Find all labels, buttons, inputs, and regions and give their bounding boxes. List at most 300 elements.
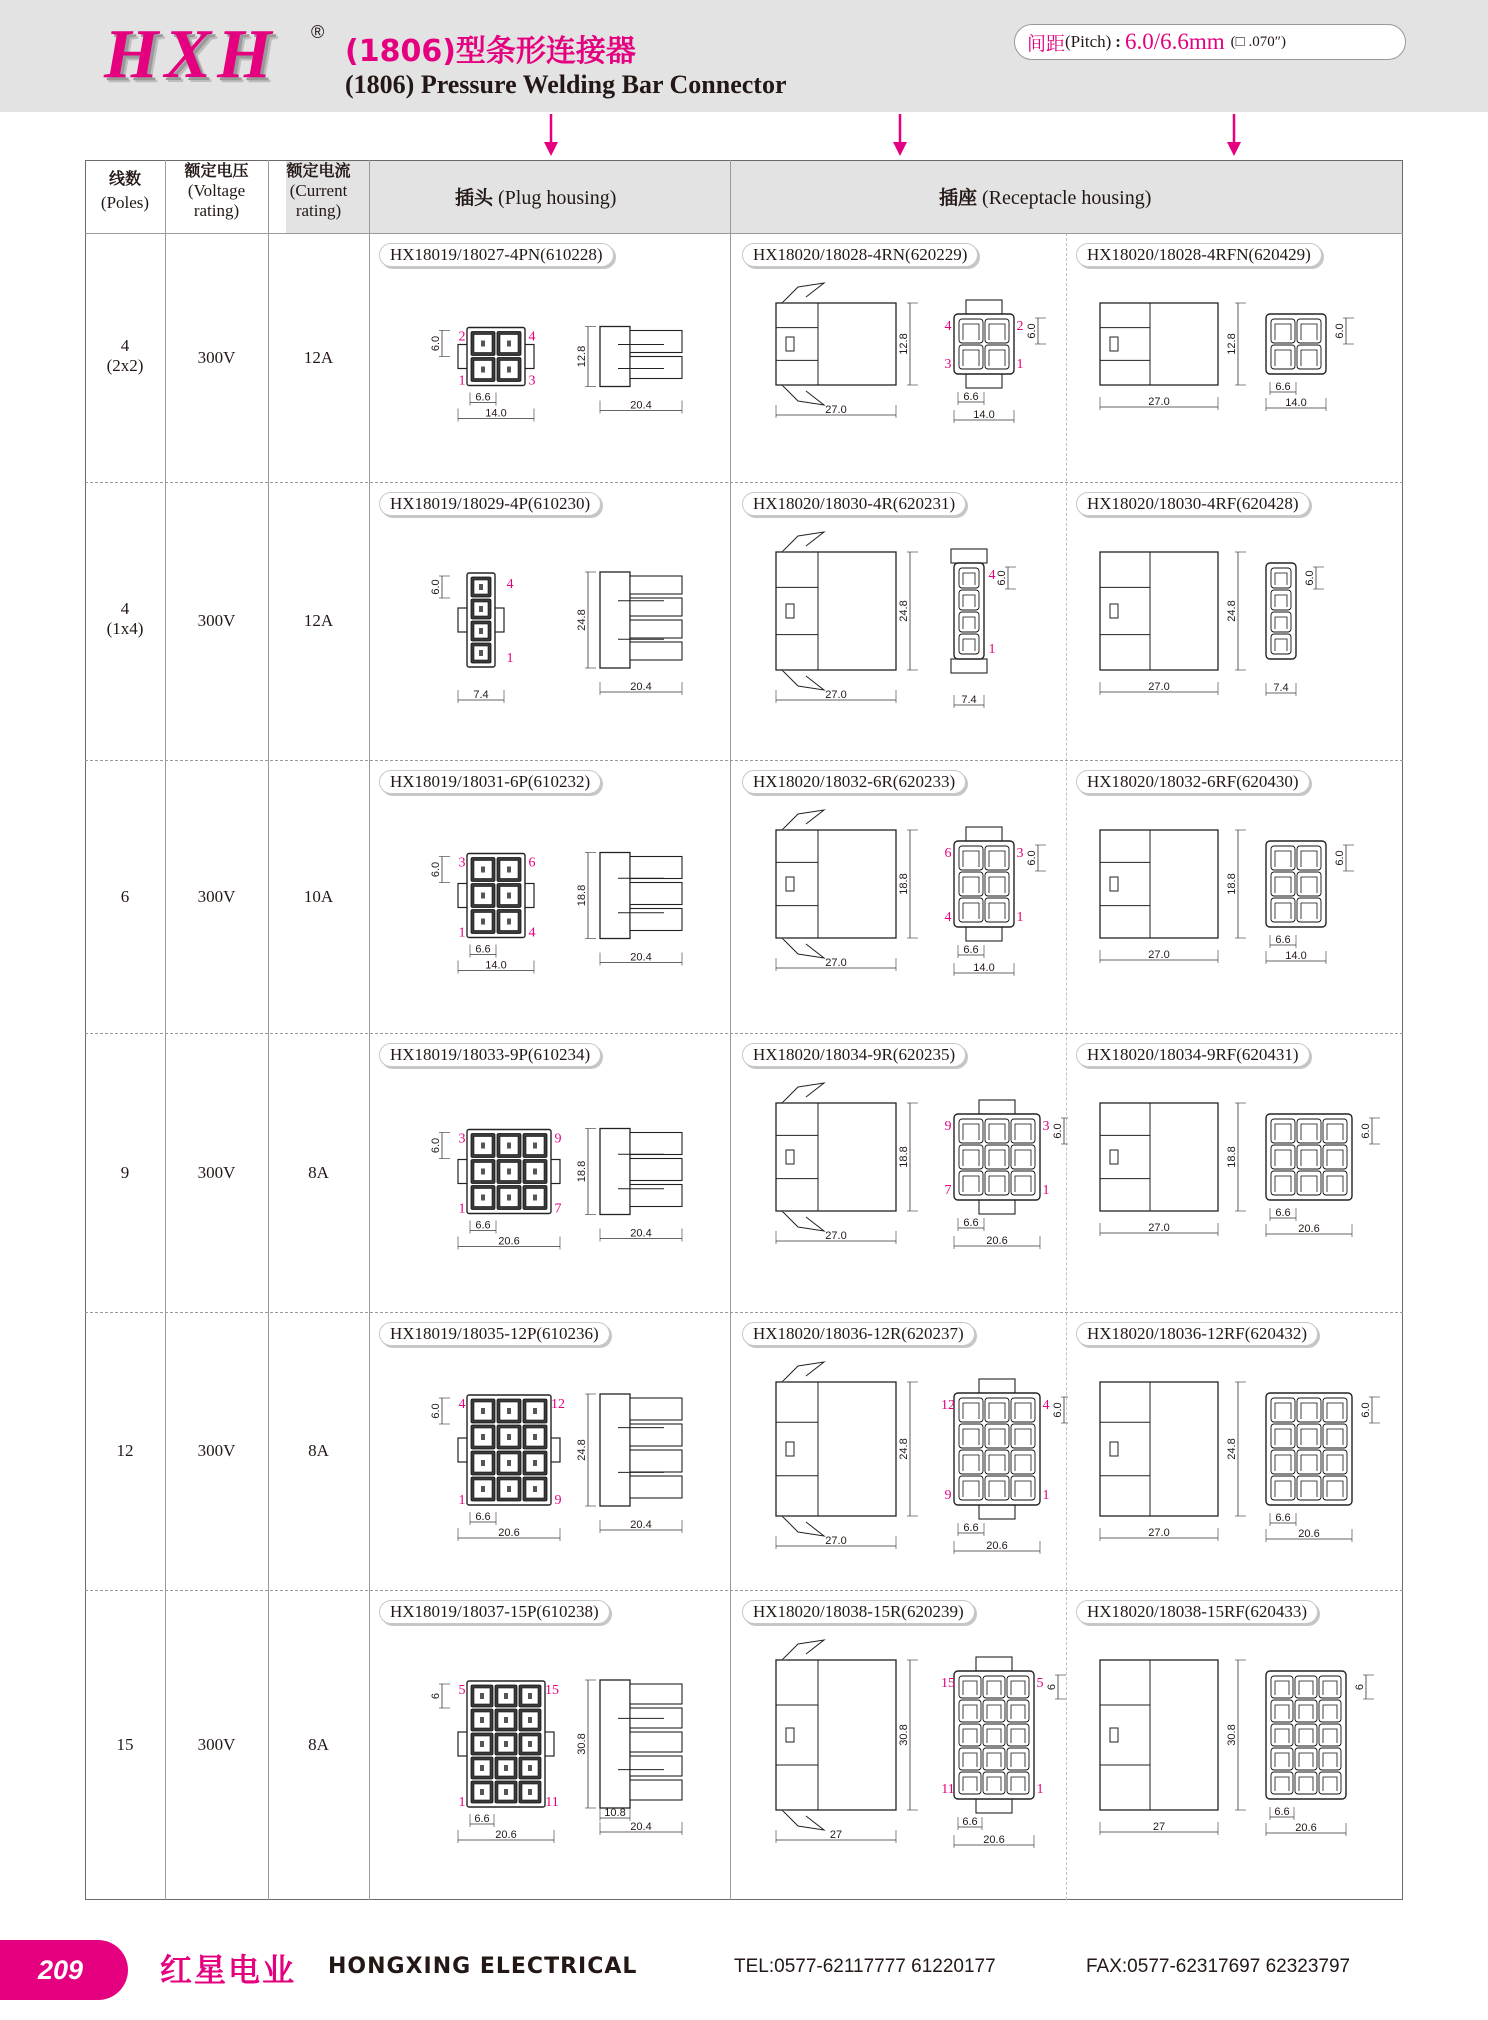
dimension-label: 27.0 [825,1230,847,1242]
socket-cavity [983,1676,1005,1698]
receptacle-alt-part-number: HX18020/18028-4RFN(620429) [1076,243,1322,267]
plug-housing-drawing [380,1356,720,1584]
receptacle-side-view [776,1640,896,1830]
pin-contact [480,1765,484,1771]
socket-cavity [1323,1398,1347,1422]
down-arrow-icon [1226,114,1242,156]
pin-contact [507,867,511,873]
polarizing-tab [979,1379,1015,1393]
plug-drawing-wrap [380,277,720,476]
socket-cavity [1271,319,1295,343]
receptacle-rf-face-view [1266,1393,1352,1505]
pin-contact [504,1741,508,1747]
socket-cavity [1295,1724,1317,1746]
poles-layout: (1x4) [106,619,144,639]
socket-cavity [1297,1398,1321,1422]
socket-cavity [1271,1119,1295,1143]
dimension-label: 6.6 [1275,1207,1291,1219]
socket-cavity [1319,1700,1341,1722]
pin-number: 4 [944,910,952,925]
pin-contact [507,1143,511,1149]
receptacle-drawing-wrap [736,1356,1068,1584]
plug-face-view [467,854,525,938]
receptacle-face-view [954,314,1014,374]
pin-contact [480,1693,484,1699]
pin-contact [481,1460,485,1466]
dimension-label: 6.6 [963,1217,979,1229]
brand-logo: HXH [104,16,278,93]
socket-cavity [1271,1171,1295,1195]
poles-cell [85,1163,165,1183]
dimension-label: 6.0 [430,1137,442,1154]
socket-cavity [985,319,1009,343]
socket-cavity [959,1119,983,1143]
socket-cavity [1297,1145,1321,1169]
socket-cavity [1297,1476,1321,1500]
receptacle-side-view [776,532,896,690]
socket-cavity [1271,898,1295,922]
header-poles-cn: 线数 [108,169,141,188]
receptacle-face-view [954,1671,1034,1799]
pitch-label-cn: 间距 [1027,32,1066,55]
dimension-label: 6 [1046,1683,1058,1691]
receptacle-drawing-wrap [736,804,1068,1027]
socket-cavity [1323,1476,1347,1500]
pin-number: 4 [988,568,996,583]
pitch-inch: (□ .070″) [1230,33,1286,50]
receptacle-drawing-wrap [736,1077,1068,1306]
socket-cavity [959,612,979,632]
receptacle-rf-housing-drawing [1070,804,1392,1027]
voltage-cell: 300V [197,886,236,906]
plug-part-number: HX18019/18037-15P(610238) [379,1600,610,1624]
down-arrow-icon [892,114,908,156]
pin-contact [481,1195,485,1201]
dimension-label: 20.4 [630,681,652,693]
column-divider [369,160,370,1900]
dimension-label: 6.0 [1360,1123,1372,1139]
socket-cavity [959,1145,983,1169]
receptacle-drawing-wrap [736,277,1068,476]
header-current [268,162,369,221]
pin-number: 5 [1036,1676,1044,1691]
socket-cavity [985,1476,1009,1500]
socket-cavity [1319,1772,1341,1794]
socket-cavity [1011,1119,1035,1143]
socket-cavity [1011,1476,1035,1500]
row-divider [85,482,1403,483]
socket-cavity [1297,1450,1321,1474]
footer-tel: TEL:0577-62117777 61220177 [734,1956,996,1977]
pin-contact [533,1195,537,1201]
receptacle-housing-drawing [736,1634,1068,1894]
pin-contact [481,367,485,373]
polarizing-tab [976,1799,1012,1813]
socket-cavity [1323,1119,1347,1143]
pin-number: 9 [554,1493,562,1508]
poles-cell [85,1735,165,1755]
socket-cavity [1319,1724,1341,1746]
dimension-label: 27.0 [1148,1527,1170,1539]
socket-cavity [959,1772,981,1794]
header-poles-en: (Poles) [100,192,150,212]
dimension-label: 6.0 [996,570,1008,586]
voltage-cell: 300V [197,347,236,367]
plug-face-view [467,1130,551,1214]
pin-contact [507,367,511,373]
socket-cavity [959,1476,983,1500]
pin-number: 1 [1016,357,1024,372]
socket-cavity [985,1424,1009,1448]
receptacle-rf-face-view [1266,314,1326,374]
dimension-label: 6.6 [963,944,979,956]
socket-cavity [1271,634,1291,654]
pin-number: 1 [1016,910,1024,925]
dimension-label: 14.0 [973,962,995,974]
current-cell: 8A [308,1441,329,1460]
pin-number: 1 [506,651,514,666]
receptacle-part-number: HX18020/18028-4RN(620229) [742,243,978,267]
polarizing-tab [966,827,1002,841]
socket-cavity [959,1171,983,1195]
polarizing-tab [976,1657,1012,1671]
pin-number: 1 [458,373,466,389]
socket-cavity [985,898,1009,922]
receptacle-part-number: HX18020/18036-12R(620237) [742,1322,975,1346]
socket-cavity [959,898,983,922]
receptacle-rf-drawing-wrap [1070,1634,1392,1894]
polarizing-tab [979,1100,1015,1114]
pin-number: 4 [506,577,514,592]
socket-cavity [1295,1772,1317,1794]
socket-cavity [1323,1424,1347,1448]
dimension-label: 20.4 [630,951,652,964]
dimension-label: 6.0 [1052,1123,1064,1139]
socket-cavity [1319,1748,1341,1770]
poles-value: 4 [120,335,130,355]
dimension-label: 18.8 [576,1160,588,1183]
pin-contact [504,1693,508,1699]
socket-cavity [1297,1424,1321,1448]
receptacle-part-number: HX18020/18034-9R(620235) [742,1043,966,1067]
dimension-label: 14.0 [1285,950,1307,962]
pin-number: 11 [941,1782,955,1797]
polarizing-tab [951,549,987,563]
poles-cell [85,336,165,377]
receptacle-face-view [954,1114,1040,1200]
socket-cavity [1011,1145,1035,1169]
header-current-en2: rating) [295,200,342,220]
plug-side-view [600,1129,682,1215]
poles-value: 6 [120,886,130,906]
dimension-label: 20.6 [495,1829,517,1841]
socket-cavity [1271,1700,1293,1722]
poles-layout: (2x2) [106,355,144,375]
socket-cavity [959,1450,983,1474]
socket-cavity [1297,872,1321,896]
receptacle-rf-side-view [1100,830,1218,938]
dimension-label: 6.0 [430,1403,442,1419]
pin-number: 15 [941,1676,955,1691]
pin-contact [528,1693,532,1699]
dimension-label: 6.0 [430,335,442,352]
dimension-label: 7.4 [961,694,977,706]
receptacle-alt-part-number: HX18020/18034-9RF(620431) [1076,1043,1310,1067]
pin-number: 1 [1042,1488,1050,1503]
socket-cavity [1271,590,1291,610]
dimension-label: 6 [430,1692,442,1700]
socket-cavity [983,1700,1005,1722]
dimension-label: 24.8 [898,600,910,622]
dimension-label: 27.0 [825,404,847,416]
receptacle-rf-face-view [1266,1114,1352,1200]
pin-contact [507,893,511,899]
socket-cavity [1295,1748,1317,1770]
pin-number: 3 [528,373,536,389]
socket-cavity [985,1450,1009,1474]
pin-contact [481,893,485,899]
receptacle-rf-drawing-wrap [1070,1356,1392,1584]
plug-side-view [600,1394,682,1506]
socket-cavity [959,568,979,588]
receptacle-part-number: HX18020/18038-15R(620239) [742,1600,975,1624]
socket-cavity [1271,1424,1295,1448]
voltage-cell: 300V [197,1441,236,1460]
dimension-label: 10.8 [604,1807,626,1819]
pin-number: 6 [944,846,952,861]
socket-cavity [985,1119,1009,1143]
pin-number: 1 [1036,1782,1044,1797]
header-receptacle-housing [939,183,1151,210]
socket-cavity [1271,1398,1295,1422]
socket-cavity [1007,1772,1029,1794]
socket-cavity [1295,1676,1317,1698]
poles-cell [85,599,165,640]
pin-number: 4 [458,1397,466,1412]
header-poles [85,170,165,213]
header-plug-housing [455,183,616,210]
pin-number: 4 [944,319,952,334]
dimension-label: 6.6 [1274,1806,1290,1818]
dimension-label: 7.4 [473,689,489,701]
plug-part-number: HX18019/18031-6P(610232) [379,770,601,794]
pin-contact [507,1434,511,1440]
receptacle-rf-housing-drawing [1070,1634,1392,1894]
pin-contact [507,1460,511,1466]
pin-contact [481,1408,485,1414]
dimension-label: 12.8 [898,333,910,355]
current-cell: 8A [308,1162,329,1182]
pin-contact [507,919,511,925]
dimension-label: 6.0 [1304,570,1316,586]
page-number: 209 [0,1940,128,2000]
receptacle-face-view [954,841,1014,927]
current-cell: 12A [303,611,334,630]
dimension-label: 27.0 [1148,681,1170,693]
dimension-label: 20.4 [630,1821,652,1833]
pin-number: 15 [545,1683,559,1698]
pin-contact [528,1717,532,1723]
socket-cavity [1271,345,1295,369]
pin-contact [481,341,485,347]
dimension-label: 20.6 [498,1527,520,1539]
socket-cavity [959,1748,981,1770]
socket-cavity [959,590,979,610]
receptacle-rf-housing-drawing [1070,1077,1392,1306]
socket-cavity [1271,1476,1295,1500]
voltage-cell: 300V [197,611,236,630]
pin-contact [533,1143,537,1149]
socket-cavity [1271,1676,1293,1698]
socket-cavity [1323,1450,1347,1474]
dimension-label: 6.6 [962,1816,978,1828]
socket-cavity [1011,1450,1035,1474]
dimension-label: 27 [1152,1821,1166,1833]
dimension-label: 6.0 [1026,850,1038,866]
dimension-label: 20.4 [630,399,652,412]
dimension-label: 6 [1354,1683,1366,1691]
plug-drawing-wrap [380,1634,720,1894]
header-voltage-cn: 额定电压 [184,161,249,180]
receptacle-rf-housing-drawing [1070,526,1392,754]
receptacle-housing-drawing [736,1356,1068,1584]
plug-part-number: HX18019/18033-9P(610234) [379,1043,601,1067]
pin-number: 4 [528,329,536,345]
dimension-label: 24.8 [576,609,588,631]
pin-contact [504,1789,508,1795]
poles-value: 15 [116,1735,134,1754]
receptacle-side-view [776,283,896,405]
current-cell: 8A [308,1735,329,1754]
poles-value: 9 [120,1162,130,1182]
voltage-cell: 300V [197,1735,236,1754]
dimension-label: 12.8 [1226,333,1238,355]
socket-cavity [985,846,1009,870]
socket-cavity [1271,872,1295,896]
plug-drawing-wrap [380,526,720,754]
pin-contact [481,1143,485,1149]
pin-number: 7 [944,1183,952,1198]
pin-contact [528,1765,532,1771]
receptacle-rf-side-view [1100,1103,1218,1211]
dimension-label: 6.6 [475,1511,491,1523]
pin-number: 4 [1042,1398,1050,1413]
pin-contact [533,1408,537,1414]
dimension-label: 14.0 [485,959,507,972]
current-cell: 10A [303,886,334,906]
plug-housing-drawing [380,1634,720,1894]
dimension-label: 18.8 [898,1146,910,1168]
socket-cavity [1011,1398,1035,1422]
polarizing-tab [966,374,1002,388]
pin-contact [480,1717,484,1723]
socket-cavity [1295,1700,1317,1722]
socket-cavity [1007,1724,1029,1746]
pin-number: 3 [1016,846,1024,861]
page-title-en: (1806) Pressure Welding Bar Connector [345,70,787,99]
plug-part-number: HX18019/18035-12P(610236) [379,1322,610,1346]
pin-number: 7 [554,1201,562,1217]
pin-contact [504,1765,508,1771]
socket-cavity [1297,846,1321,870]
plug-face-view [467,1395,551,1505]
polarizing-tab [966,927,1002,941]
plug-housing-drawing [380,804,720,1027]
socket-cavity [985,1171,1009,1195]
pin-contact [507,1195,511,1201]
plug-drawing-wrap [380,804,720,1027]
pin-number: 3 [944,357,952,372]
pin-contact [507,1169,511,1175]
pin-number: 9 [944,1488,952,1503]
footer-fax: FAX:0577-62317697 62323797 [1086,1956,1351,1977]
pin-contact [481,1434,485,1440]
receptacle-housing-drawing [736,1077,1068,1306]
row-divider [85,1590,1403,1591]
plug-face-view [467,1681,545,1807]
dimension-label: 27.0 [1148,949,1170,961]
socket-cavity [1323,1145,1347,1169]
dimension-label: 6.6 [963,1522,979,1534]
column-divider [730,160,731,1900]
dimension-label: 24.8 [576,1439,588,1461]
dimension-label: 14.0 [1285,397,1307,409]
socket-cavity [1271,846,1295,870]
dimension-label: 6.0 [1334,850,1346,866]
dimension-label: 20.6 [1298,1528,1320,1540]
dimension-label: 6.6 [475,391,491,404]
pin-number: 12 [941,1398,955,1413]
current-cell: 12A [303,347,334,367]
pin-contact [528,1789,532,1795]
polarizing-tab [966,300,1002,314]
dimension-label: 20.6 [986,1540,1008,1552]
receptacle-rf-face-view [1266,841,1326,927]
receptacle-face-view [954,563,984,659]
plug-side-view [600,572,682,668]
socket-cavity [1271,1724,1293,1746]
dimension-label: 6.6 [474,1813,490,1825]
pin-number: 6 [528,855,536,871]
pin-number: 1 [1042,1183,1050,1198]
dimension-label: 20.6 [983,1834,1005,1846]
pin-number: 1 [458,925,466,941]
pin-contact [533,1169,537,1175]
dimension-label: 18.8 [576,884,588,907]
socket-cavity [1271,1145,1295,1169]
pin-number: 5 [458,1683,466,1698]
socket-cavity [985,345,1009,369]
column-divider [165,160,166,1900]
pitch-colon: : [1115,32,1121,51]
registered-mark: ® [311,22,325,42]
plug-side-view [600,327,682,387]
dimension-label: 6.0 [1334,323,1346,339]
pin-number: 9 [944,1119,952,1134]
pin-number: 1 [458,1493,466,1508]
pin-number: 11 [545,1795,559,1810]
pin-number: 3 [458,1131,466,1147]
dimension-label: 6.0 [1360,1402,1372,1418]
receptacle-face-view [954,1393,1040,1505]
pin-number: 12 [551,1397,565,1412]
receptacle-drawing-wrap [736,526,1068,754]
receptacle-housing-drawing [736,526,1068,754]
pin-contact [504,1717,508,1723]
pin-number: 2 [1016,319,1024,334]
page-title-cn: (1806)型条形连接器 [345,34,636,69]
poles-value: 12 [116,1441,134,1460]
